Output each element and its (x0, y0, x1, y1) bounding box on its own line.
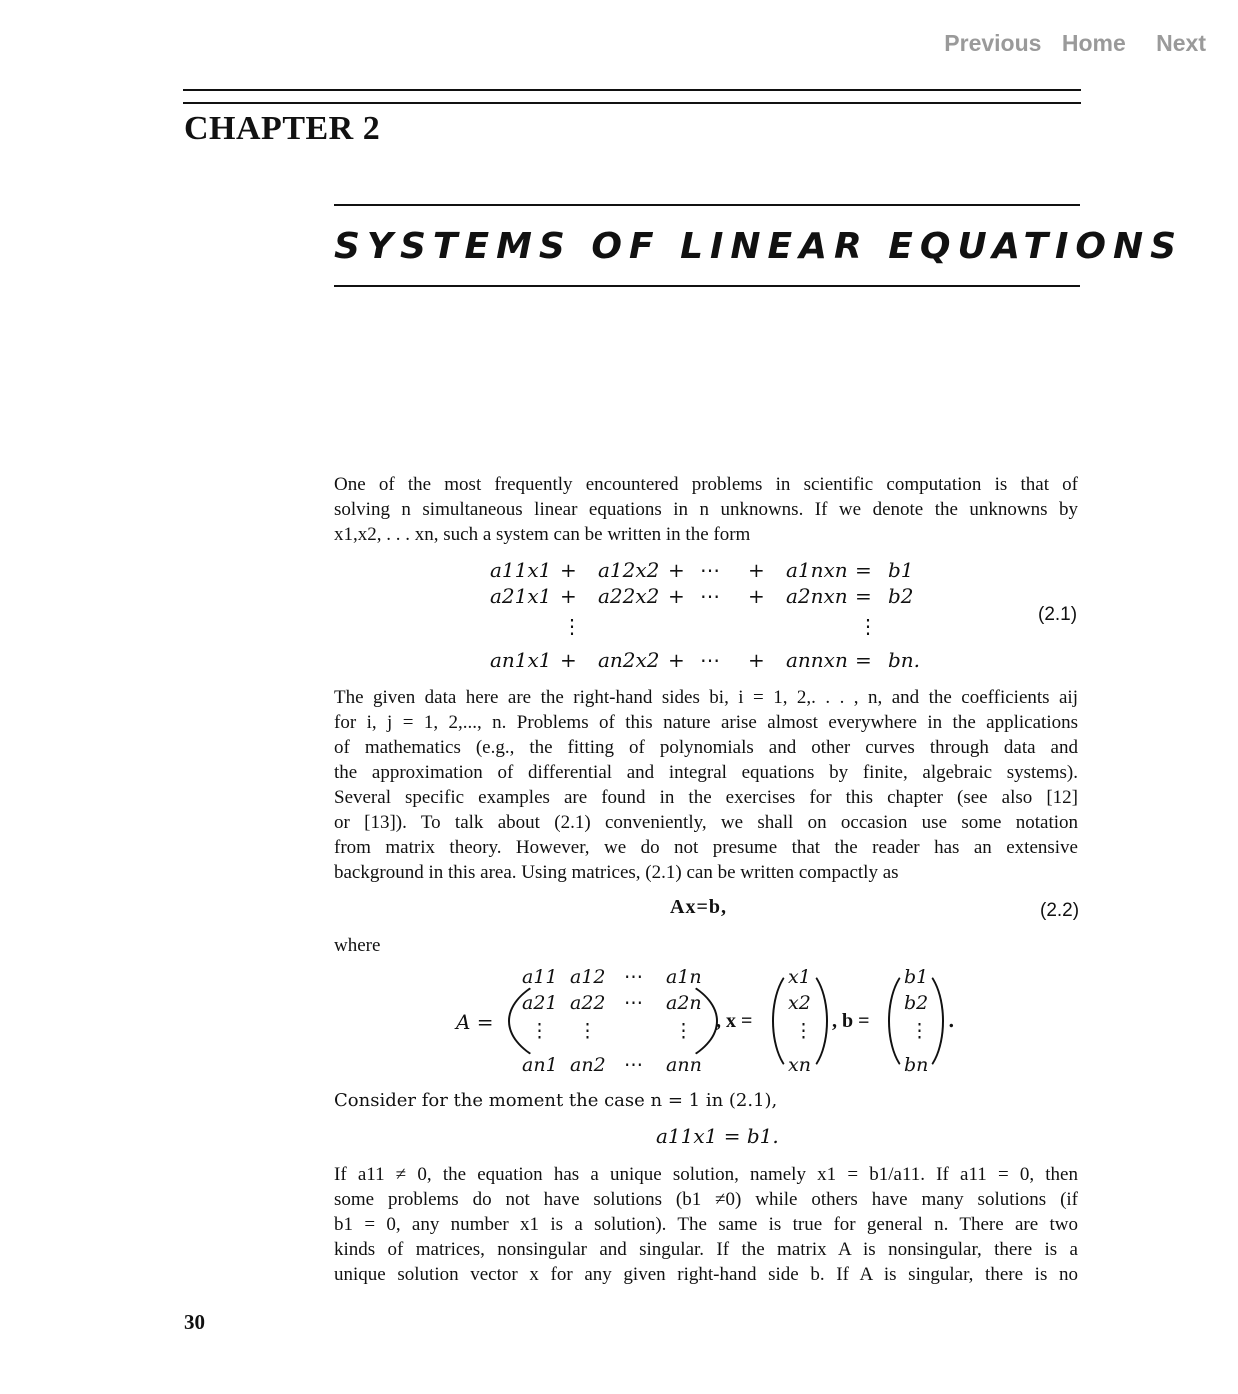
solution-paragraph (334, 1162, 1078, 1287)
text-line: solving n simultaneous linear equations in n unknowns. If we denote the unknowns by (334, 499, 1078, 520)
where-text: where (334, 935, 381, 956)
page-number: 30 (184, 1310, 205, 1334)
equation-term: a1nxn (786, 558, 848, 582)
chapter-rule-top (183, 89, 1081, 91)
title-rule-bottom (334, 285, 1080, 287)
equation-term: a21x1 (490, 584, 552, 608)
next-link[interactable]: Next (1156, 30, 1206, 56)
matrix-label: A = (456, 1010, 494, 1034)
text-line: the approximation of differential and integral equations by finite, algebraic systems). (334, 762, 1078, 783)
home-link[interactable]: Home (1061, 30, 1126, 56)
matrix-a-entry: a12 (570, 966, 606, 988)
equation-term: + (668, 648, 685, 672)
data-paragraph (334, 685, 1078, 885)
matrix-a-entry: a22 (570, 992, 606, 1014)
equation-term: ⋮ (858, 614, 878, 638)
matrix-a-entry: ⋮ (578, 1020, 597, 1042)
text-line: Several specific examples are found in the exercises for this chapter (see also [12] (334, 787, 1078, 808)
equation-term: a22x2 (598, 584, 660, 608)
matrix-a-entry: an1 (522, 1054, 558, 1076)
text-line: kinds of matrices, nonsingular and singular. If the matrix A is nonsingular, there is a (334, 1239, 1078, 1260)
equation-term: an2x2 (598, 648, 660, 672)
equation-system-2-1 (490, 558, 940, 674)
intro-paragraph (334, 472, 1078, 547)
equation-term: + (748, 648, 765, 672)
text-line: of mathematics (e.g., the fitting of polynomials and other curves through data and (334, 737, 1078, 758)
chapter-title: SYSTEMS OF LINEAR EQUATIONS (334, 226, 1184, 267)
equation-2-2: Ax=b, (670, 896, 727, 918)
text-line: unique solution vector x for any given right-hand side b. If A is singular, there is no (334, 1264, 1078, 1285)
equation-term: + (560, 558, 577, 582)
matrix-a-entry: ann (666, 1054, 702, 1076)
text-line: some problems do not have solutions (b1 ≠0) while others have many solutions (if (334, 1189, 1078, 1210)
vector-b-entry: ⋮ (910, 1020, 929, 1042)
equation-term: = (855, 558, 872, 582)
text-line: b1 = 0, any number x1 is a solution). The same is true for general n. There are two (334, 1214, 1078, 1235)
top-navigation (930, 30, 1206, 57)
previous-link[interactable]: Previous (944, 30, 1042, 56)
equation-term: a2nxn (786, 584, 848, 608)
equation-term: = (855, 584, 872, 608)
text-line: for i, j = 1, 2,..., n. Problems of this nature arise almost everywhere in the applications (334, 712, 1078, 733)
vector-x-entry: x1 (788, 966, 811, 988)
chapter-heading: CHAPTER 2 (184, 110, 381, 147)
text-line: The given data here are the right-hand sides bi, i = 1, 2,. . . , n, and the coefficients aij (334, 687, 1078, 708)
matrix-a-entry: a1n (666, 966, 702, 988)
equation-term: ⋯ (700, 584, 720, 608)
matrix-a-entry: a21 (522, 992, 558, 1014)
matrix-a-entry: ⋯ (624, 992, 643, 1014)
chapter-rule-second (183, 102, 1081, 104)
title-rule-top (334, 204, 1080, 206)
text-line: from matrix theory. However, we do not presume that the reader has an extensive (334, 837, 1078, 858)
matrix-label: , b = (832, 1010, 870, 1032)
consider-text: Consider for the moment the case n = 1 in (2.1), (334, 1090, 778, 1111)
equation-term: + (668, 584, 685, 608)
equation-term: ⋯ (700, 648, 720, 672)
equation-term: annxn (786, 648, 848, 672)
text-line: or [13]). To talk about (2.1) conveniently, we shall on occasion use some notation (334, 812, 1078, 833)
matrix-a-entry: ⋯ (624, 966, 643, 988)
vector-x-entry: ⋮ (794, 1020, 813, 1042)
equation-term: ⋮ (562, 614, 582, 638)
single-equation: a11x1 = b1. (656, 1124, 779, 1148)
equation-term: b1 (888, 558, 914, 582)
matrix-a-entry: a11 (522, 966, 558, 988)
equation-term: an1x1 (490, 648, 552, 672)
equation-term: b2 (888, 584, 914, 608)
equation-term: + (668, 558, 685, 582)
equation-number-2-2: (2.2) (1040, 900, 1080, 921)
matrix-a-entry: ⋯ (624, 1054, 643, 1076)
vector-b-entry: bn (904, 1054, 929, 1076)
vector-x-entry: x2 (788, 992, 811, 1014)
equation-term: + (560, 584, 577, 608)
text-line: background in this area. Using matrices, (2.1) can be written compactly as (334, 862, 899, 883)
equation-term: ⋯ (700, 558, 720, 582)
matrix-definitions (440, 962, 980, 1082)
vector-b-entry: b1 (904, 966, 929, 988)
equation-term: = (855, 648, 872, 672)
vector-b-entry: b2 (904, 992, 929, 1014)
matrix-a-entry: ⋮ (530, 1020, 549, 1042)
matrix-label: , x = (716, 1010, 753, 1032)
matrix-end: . (948, 1010, 955, 1032)
matrix-a-entry: an2 (570, 1054, 606, 1076)
equation-number-2-1: (2.1) (1038, 604, 1078, 625)
matrix-a-entry: ⋮ (674, 1020, 693, 1042)
text-line: x1,x2, . . . xn, such a system can be written in the form (334, 524, 751, 545)
equation-term: + (748, 584, 765, 608)
text-line: If a11 ≠ 0, the equation has a unique solution, namely x1 = b1/a11. If a11 = 0, then (334, 1164, 1078, 1185)
equation-term: a12x2 (598, 558, 660, 582)
equation-term: a11x1 (490, 558, 552, 582)
matrix-a-entry: a2n (666, 992, 702, 1014)
vector-x-entry: xn (788, 1054, 811, 1076)
equation-term: bn. (888, 648, 921, 672)
equation-term: + (748, 558, 765, 582)
text-line: One of the most frequently encountered problems in scientific computation is that of (334, 474, 1078, 495)
equation-term: + (560, 648, 577, 672)
